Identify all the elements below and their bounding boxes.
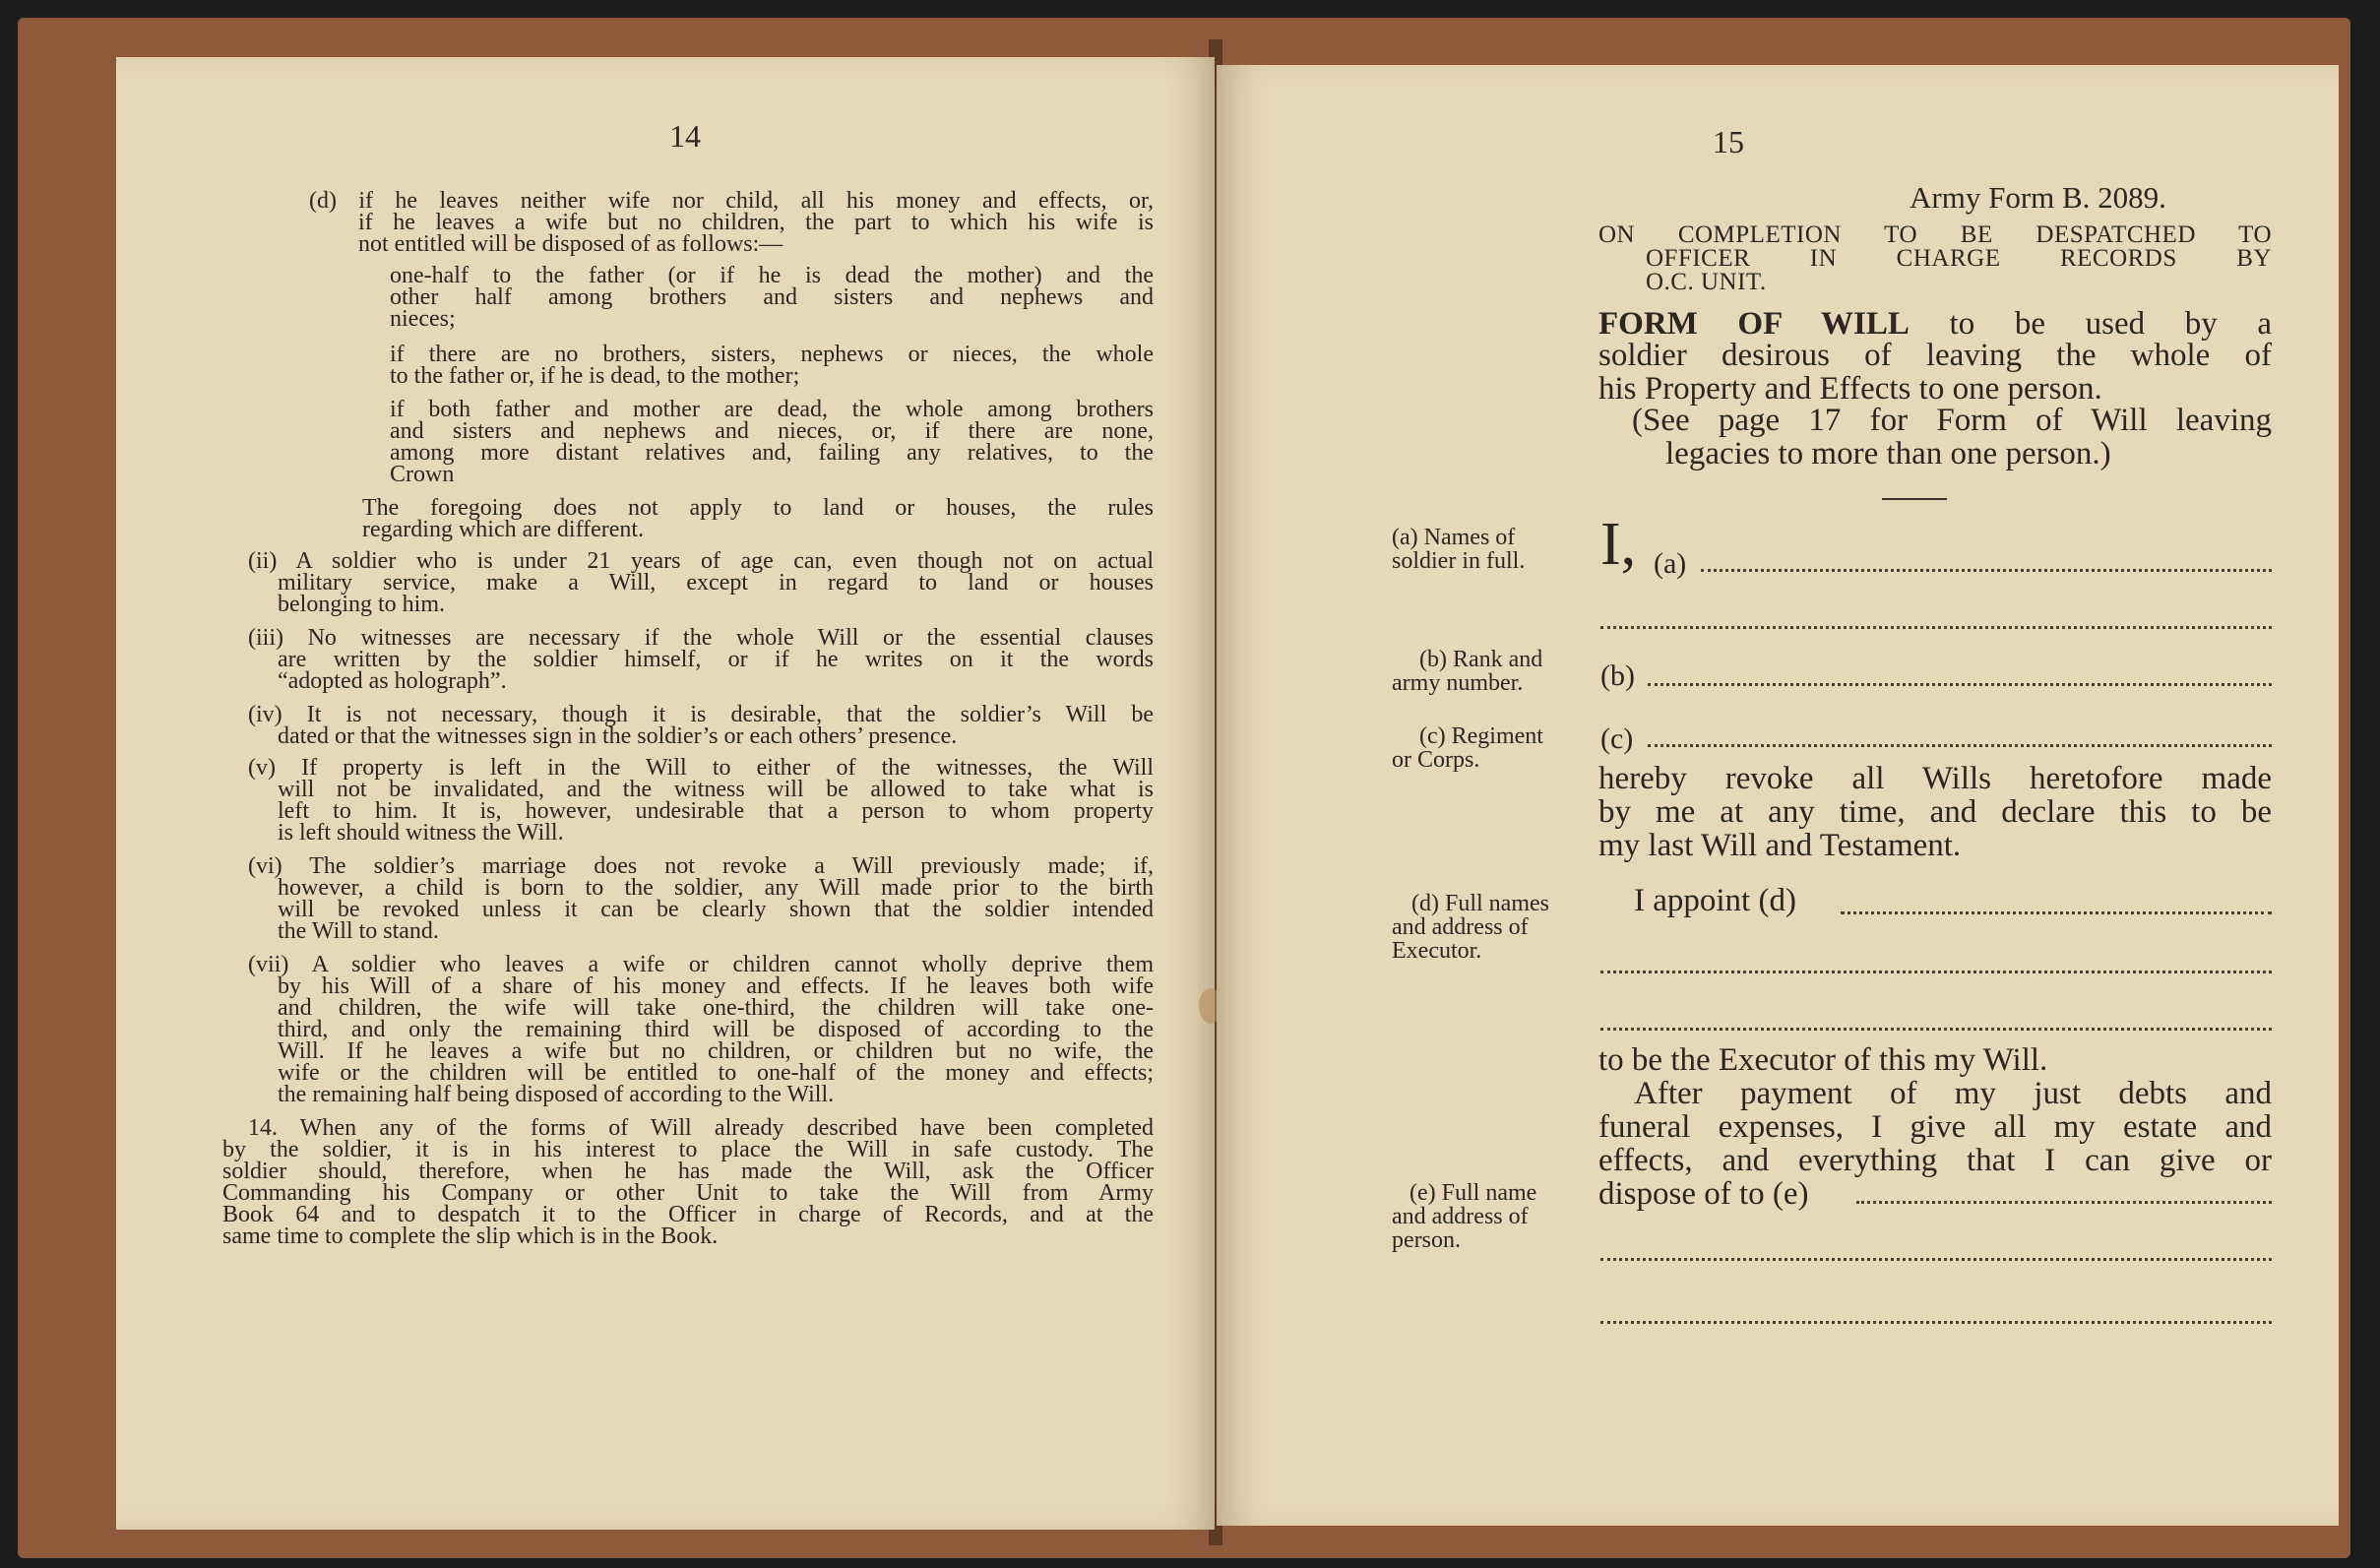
label-e-line-3: person. bbox=[1392, 1227, 1461, 1253]
revoke-line: my last Will and Testament. bbox=[1598, 828, 1962, 863]
left-text-line: Commanding his Company or other Unit to take the Will from Army bbox=[222, 1180, 1154, 1206]
marker-b: (b) bbox=[1600, 659, 1635, 692]
left-text-line: if there are no brothers, sisters, nephews or nieces, the whole bbox=[390, 342, 1154, 367]
left-text-line: by his Will of a share of his money and effects. If he leaves both wife bbox=[278, 973, 1154, 999]
see-lines-line: (See page 17 for Form of Will leaving bbox=[1632, 403, 2272, 438]
label-e-line-1: (e) Full name bbox=[1409, 1180, 1537, 1206]
label-d-line-3: Executor. bbox=[1392, 938, 1482, 964]
left-text-line: belonging to him. bbox=[278, 592, 445, 617]
left-text-line: soldier should, therefore, when he has made the Will, ask the Officer bbox=[222, 1159, 1154, 1184]
name-field-line-1[interactable] bbox=[1701, 569, 2272, 572]
beneficiary-field-line-3[interactable] bbox=[1600, 1321, 2272, 1324]
left-text-line: dated or that the witnesses sign in the soldier’s or each others’ presence. bbox=[278, 723, 958, 749]
despatch-line: OFFICER IN CHARGE RECORDS BY bbox=[1646, 245, 2272, 272]
executor-field-line-1[interactable] bbox=[1841, 911, 2272, 914]
left-text-line: to the father or, if he is dead, to the mother; bbox=[390, 363, 800, 389]
name-field-line-2[interactable] bbox=[1600, 626, 2272, 629]
left-text-line: and children, the wife will take one-third, the children will take one- bbox=[278, 995, 1154, 1021]
label-b-line-1: (b) Rank and bbox=[1419, 647, 1543, 672]
left-text-line: will be revoked unless it can be clearly shown that the soldier intended bbox=[278, 897, 1154, 922]
left-text-line: among more distant relatives and, failing any relatives, to the bbox=[390, 440, 1154, 466]
left-text-line: Crown bbox=[390, 462, 455, 487]
left-text-line: is left should witness the Will. bbox=[278, 820, 564, 846]
left-text-line: one-half to the father (or if he is dead the mother) and the bbox=[390, 263, 1154, 288]
left-text-line: (ii) A soldier who is under 21 years of age can, even though not on actual bbox=[248, 548, 1154, 574]
label-c-line-1: (c) Regiment bbox=[1419, 723, 1543, 749]
executor-line: After payment of my just debts and bbox=[1634, 1076, 2272, 1111]
label-a-line-1: (a) Names of bbox=[1392, 525, 1516, 550]
form-intro-line-1-text: to be used by a bbox=[1949, 306, 2272, 342]
left-text-line: are written by the soldier himself, or if he writes on it the words bbox=[278, 647, 1154, 672]
executor-line: funeral expenses, I give all my estate and bbox=[1598, 1109, 2272, 1145]
revoke-line: hereby revoke all Wills heretofore made bbox=[1598, 761, 2272, 796]
marker-c: (c) bbox=[1600, 722, 1634, 755]
label-d-line-1: (d) Full names bbox=[1411, 891, 1549, 916]
left-text-line: The foregoing does not apply to land or houses, the rules bbox=[362, 495, 1154, 521]
form-intro-line-1 bbox=[1598, 307, 2272, 341]
big-i: I, bbox=[1600, 511, 1637, 578]
left-text-line: 14. When any of the forms of Will already described have been completed bbox=[248, 1115, 1154, 1141]
left-text-line: third, and only the remaining third will be disposed of according to the bbox=[278, 1017, 1154, 1042]
left-text-line: if both father and mother are dead, the whole among brothers bbox=[390, 397, 1154, 422]
label-c-line-2: or Corps. bbox=[1392, 747, 1480, 773]
executor-field-line-3[interactable] bbox=[1600, 1028, 2272, 1031]
left-text-line: the remaining half being disposed of according to the Will. bbox=[278, 1082, 835, 1107]
army-form-number: Army Form B. 2089. bbox=[1910, 180, 2166, 215]
left-text-line: (iv) It is not necessary, though it is desirable, that the soldier’s Will be bbox=[248, 702, 1154, 727]
left-text-line: other half among brothers and sisters and nephews and bbox=[390, 284, 1154, 310]
left-text-line: regarding which are different. bbox=[362, 517, 645, 542]
left-text-line: Book 64 and to despatch it to the Officer in charge of Records, and at the bbox=[222, 1202, 1154, 1227]
left-text-line: (vi) The soldier’s marriage does not revoke a Will previously made; if, bbox=[248, 853, 1154, 879]
despatch-line: O.C. UNIT. bbox=[1646, 269, 1767, 295]
left-text-line: left to him. It is, however, undesirable that a person to whom property bbox=[278, 798, 1154, 824]
left-text-line: military service, make a Will, except in regard to land or houses bbox=[278, 570, 1154, 596]
left-text-line: nieces; bbox=[390, 306, 456, 332]
left-page bbox=[116, 57, 1215, 1530]
left-text-line: will not be invalidated, and the witness will be allowed to take what is bbox=[278, 777, 1154, 802]
left-text-line: (v) If property is left in the Will to either of the witnesses, the Will bbox=[248, 755, 1154, 781]
page-number-right: 15 bbox=[1713, 124, 1744, 159]
form-of-will-title: FORM OF WILL bbox=[1598, 306, 1910, 342]
left-text-line: (d) if he leaves neither wife nor child, all his money and effects, or, bbox=[309, 188, 1154, 214]
revoke-line: by me at any time, and declare this to be bbox=[1598, 794, 2272, 830]
left-text-line: not entitled will be disposed of as follows:— bbox=[358, 231, 783, 257]
despatch-line: ON COMPLETION TO BE DESPATCHED TO bbox=[1598, 221, 2272, 248]
executor-field-line-2[interactable] bbox=[1600, 971, 2272, 973]
label-d-line-2: and address of bbox=[1392, 914, 1529, 940]
left-text-line: if he leaves a wife but no children, the part to which his wife is bbox=[358, 210, 1154, 235]
regiment-field-line[interactable] bbox=[1648, 744, 2272, 747]
left-text-line: by the soldier, it is in his interest to place the Will in safe custody. The bbox=[222, 1137, 1154, 1162]
left-text-line: and sisters and nephews and nieces, or, if there are none, bbox=[390, 418, 1154, 444]
divider-rule bbox=[1882, 498, 1947, 500]
left-text-line: same time to complete the slip which is in the Book. bbox=[222, 1223, 719, 1249]
label-a-line-2: soldier in full. bbox=[1392, 548, 1526, 574]
see-lines-line: legacies to more than one person.) bbox=[1665, 436, 2111, 471]
left-text-line: “adopted as holograph”. bbox=[278, 668, 507, 694]
appoint-text: I appoint (d) bbox=[1634, 883, 1796, 918]
beneficiary-field-line-2[interactable] bbox=[1600, 1258, 2272, 1261]
beneficiary-field-line-1[interactable] bbox=[1856, 1201, 2272, 1204]
label-e-line-2: and address of bbox=[1392, 1204, 1529, 1229]
page-number-left: 14 bbox=[669, 118, 701, 154]
form-intro-line: soldier desirous of leaving the whole of bbox=[1598, 338, 2272, 373]
right-page bbox=[1217, 65, 2339, 1526]
left-text-line: Will. If he leaves a wife but no children, or children but no wife, the bbox=[278, 1038, 1154, 1064]
executor-line: effects, and everything that I can give or bbox=[1598, 1143, 2272, 1178]
executor-line: to be the Executor of this my Will. bbox=[1598, 1042, 2048, 1078]
executor-line: dispose of to (e) bbox=[1598, 1176, 1809, 1212]
left-text-line: the Will to stand. bbox=[278, 918, 439, 944]
form-intro-line: his Property and Effects to one person. bbox=[1598, 371, 2102, 407]
label-b-line-2: army number. bbox=[1392, 670, 1524, 696]
rank-field-line[interactable] bbox=[1648, 683, 2272, 686]
left-text-line: wife or the children will be entitled to one-half of the money and effects; bbox=[278, 1060, 1154, 1086]
left-text-line: (vii) A soldier who leaves a wife or children cannot wholly deprive them bbox=[248, 952, 1154, 977]
left-text-line: however, a child is born to the soldier, any Will made prior to the birth bbox=[278, 875, 1154, 901]
left-text-line: (iii) No witnesses are necessary if the whole Will or the essential clauses bbox=[248, 625, 1154, 651]
marker-a: (a) bbox=[1654, 547, 1687, 580]
